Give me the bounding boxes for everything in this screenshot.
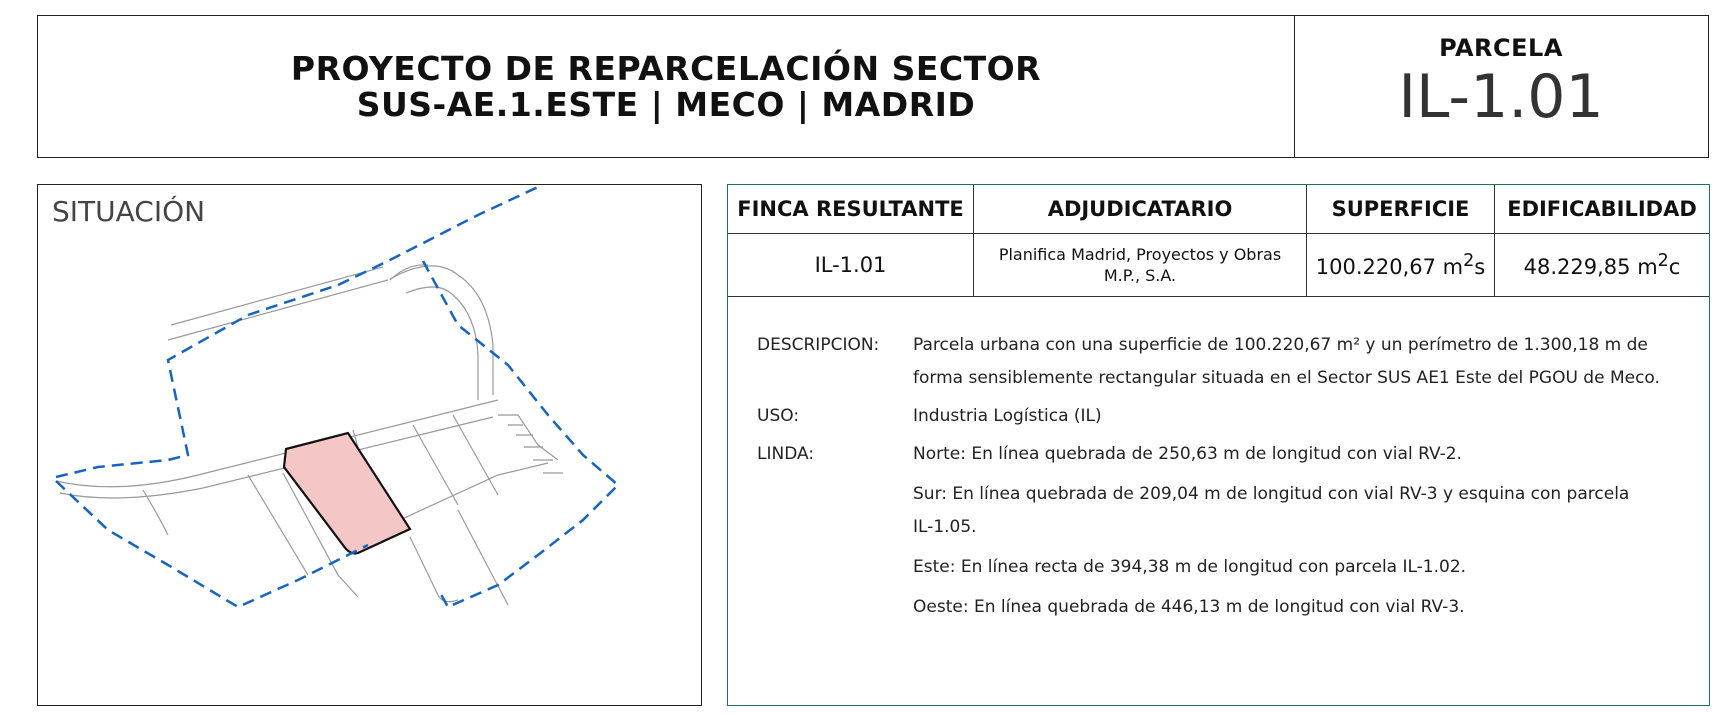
adjudicatario-line-1: Planifica Madrid, Proyectos y Obras bbox=[998, 245, 1282, 264]
linda-oeste: Oeste: En línea quebrada de 446,13 m de longitud con vial RV-3. bbox=[913, 597, 1465, 617]
edificabilidad-value: 48.229,85 m bbox=[1523, 255, 1658, 279]
parcela-code: IL-1.01 bbox=[1398, 62, 1604, 132]
cell-edificabilidad bbox=[1495, 234, 1710, 297]
superficie-sup: 2 bbox=[1463, 251, 1475, 271]
linda-sur-line-1: Sur: En línea quebrada de 209,04 m de longitud con vial RV-3 y esquina con parcela bbox=[913, 484, 1630, 504]
linda-label: LINDA: bbox=[757, 444, 815, 464]
sector-boundary-east bbox=[423, 261, 618, 607]
parcel-description bbox=[757, 329, 1689, 624]
uso-label: USO: bbox=[757, 406, 800, 426]
cell-superficie bbox=[1307, 234, 1495, 297]
parcel-line bbox=[410, 537, 458, 602]
cell-finca: IL-1.01 bbox=[728, 234, 974, 297]
superficie-value: 100.220,67 m bbox=[1315, 255, 1464, 279]
descripcion-label: DESCRIPCION: bbox=[757, 335, 880, 355]
header-edificabilidad: EDIFICABILIDAD bbox=[1495, 185, 1710, 234]
parcel-line bbox=[413, 425, 458, 505]
parcel-line bbox=[453, 415, 498, 495]
edificabilidad-sup: 2 bbox=[1657, 251, 1669, 271]
table-row bbox=[728, 234, 1709, 297]
project-title-line-2: SUS-AE.1.ESTE | MECO | MADRID bbox=[356, 84, 976, 124]
parcela-box bbox=[1294, 16, 1708, 157]
road-top bbox=[168, 280, 388, 340]
parcel-info-panel bbox=[727, 184, 1710, 706]
title-block bbox=[37, 15, 1709, 158]
uso-value: Industria Logística (IL) bbox=[913, 406, 1102, 426]
parcela-label: PARCELA bbox=[1439, 34, 1563, 62]
linda-sur bbox=[913, 478, 1689, 544]
uso-row bbox=[757, 400, 1689, 433]
road-top-edge bbox=[171, 267, 383, 325]
table-header-row bbox=[728, 185, 1709, 234]
situation-title: SITUACIÓN bbox=[52, 195, 206, 228]
header-superficie: SUPERFICIE bbox=[1307, 185, 1495, 234]
linda-norte: Norte: En línea quebrada de 250,63 m de longitud con vial RV-2. bbox=[913, 444, 1462, 464]
linda-row bbox=[757, 438, 1689, 624]
parcel-line bbox=[458, 510, 508, 605]
project-title-line-1: PROYECTO DE REPARCELACIÓN SECTOR bbox=[290, 48, 1042, 88]
cell-adjudicatario bbox=[974, 234, 1307, 297]
descripcion-line-1: Parcela urbana con una superficie de 100.220,67 m² y un perímetro de 1.300,18 m de bbox=[913, 335, 1648, 355]
parcel-summary-table bbox=[728, 185, 1709, 297]
edificabilidad-unit: c bbox=[1668, 255, 1681, 279]
linda-este: Este: En línea recta de 394,38 m de longitud con parcela IL-1.02. bbox=[913, 557, 1467, 577]
parcel-line bbox=[143, 490, 168, 535]
road-main bbox=[56, 400, 498, 487]
adjudicatario-line-2: M.P., S.A. bbox=[1103, 266, 1177, 285]
header-adjudicatario: ADJUDICATARIO bbox=[974, 185, 1307, 234]
parcel-il-1-01-highlight bbox=[284, 433, 410, 554]
header-finca: FINCA RESULTANTE bbox=[728, 185, 974, 234]
descripcion-line-2: forma sensiblemente rectangular situada en el Sector SUS AE1 Este del PGOU de Meco. bbox=[913, 368, 1660, 388]
project-title bbox=[38, 16, 1295, 157]
situation-map-panel bbox=[37, 184, 702, 706]
linda-sur-line-2: IL-1.05. bbox=[913, 517, 977, 537]
parcel-line bbox=[248, 475, 308, 575]
descripcion-row bbox=[757, 329, 1689, 395]
situation-map bbox=[38, 185, 702, 706]
descripcion-text bbox=[913, 329, 1689, 395]
parcel-line bbox=[498, 415, 558, 460]
superficie-unit: s bbox=[1474, 255, 1486, 279]
linda-text bbox=[913, 438, 1689, 624]
road-upper-edge bbox=[406, 287, 478, 400]
